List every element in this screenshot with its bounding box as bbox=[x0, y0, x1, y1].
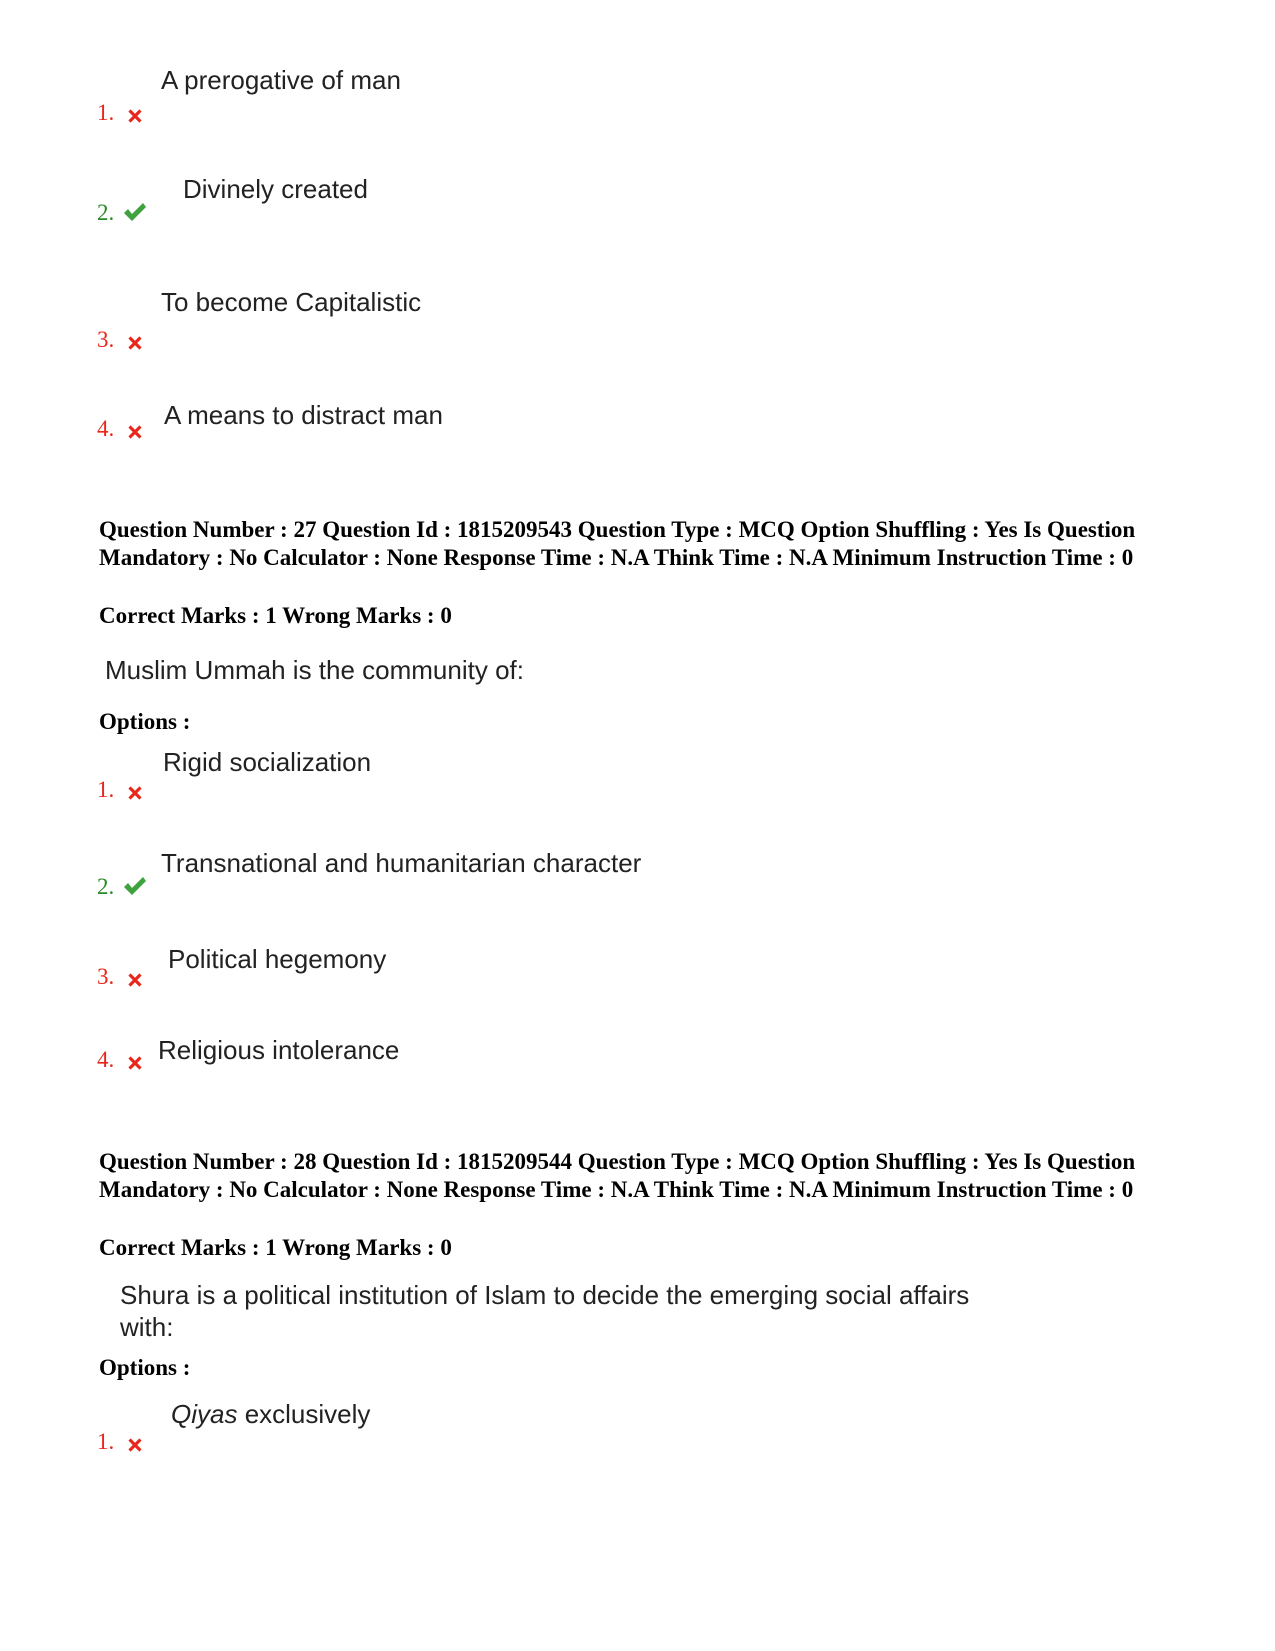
option-text: Rigid socialization bbox=[163, 747, 372, 777]
option-number: 4. bbox=[97, 416, 115, 441]
cross-icon bbox=[124, 1434, 146, 1456]
cross-icon bbox=[124, 332, 146, 354]
option-text: Transnational and humanitarian character bbox=[161, 848, 642, 878]
cross-icon bbox=[124, 105, 146, 127]
marks-info: Correct Marks : 1 Wrong Marks : 0 bbox=[99, 1235, 452, 1260]
cross-icon bbox=[124, 969, 146, 991]
option-text-italic: Qiyas bbox=[171, 1399, 238, 1429]
option-text: Political hegemony bbox=[168, 944, 387, 974]
options-label: Options : bbox=[99, 709, 191, 734]
option-number: 1. bbox=[97, 100, 115, 125]
option-number: 3. bbox=[97, 964, 115, 989]
cross-icon bbox=[124, 1052, 146, 1074]
options-label: Options : bbox=[99, 1355, 191, 1380]
question-meta: Question Number : 27 Question Id : 1815209543 Question Type : MCQ Option Shuffling : Yes Is Question Mandatory : No Calculator : None Response Time : N.A Think Time : N.A Minimum Instruction Time : 0 bbox=[99, 517, 1136, 570]
option-number: 3. bbox=[97, 327, 115, 352]
question-meta: Question Number : 28 Question Id : 1815209544 Question Type : MCQ Option Shuffling : Yes Is Question Mandatory : No Calculator : None Response Time : N.A Think Time : N.A Minimum Instruction Time : 0 bbox=[99, 1149, 1136, 1202]
option-text: To become Capitalistic bbox=[161, 287, 422, 317]
option-number: 2. bbox=[97, 874, 115, 899]
check-icon bbox=[122, 874, 148, 898]
option-text: Divinely created bbox=[183, 174, 368, 204]
option-text bbox=[171, 1399, 370, 1429]
check-icon bbox=[122, 200, 148, 224]
marks-info: Correct Marks : 1 Wrong Marks : 0 bbox=[99, 603, 452, 628]
option-number: 1. bbox=[97, 777, 115, 802]
question-text: Muslim Ummah is the community of: bbox=[105, 655, 524, 685]
cross-icon bbox=[124, 782, 146, 804]
option-number: 4. bbox=[97, 1047, 115, 1072]
option-text: A prerogative of man bbox=[161, 65, 401, 95]
question-text-line1: Shura is a political institution of Islam to decide the emerging social affairs bbox=[120, 1280, 970, 1310]
question-text-line2: with: bbox=[120, 1312, 174, 1342]
option-number: 1. bbox=[97, 1429, 115, 1454]
option-text: Religious intolerance bbox=[158, 1035, 400, 1065]
option-text: A means to distract man bbox=[164, 400, 443, 430]
option-number: 2. bbox=[97, 200, 115, 225]
cross-icon bbox=[124, 421, 146, 443]
option-text-rest: exclusively bbox=[237, 1399, 371, 1429]
